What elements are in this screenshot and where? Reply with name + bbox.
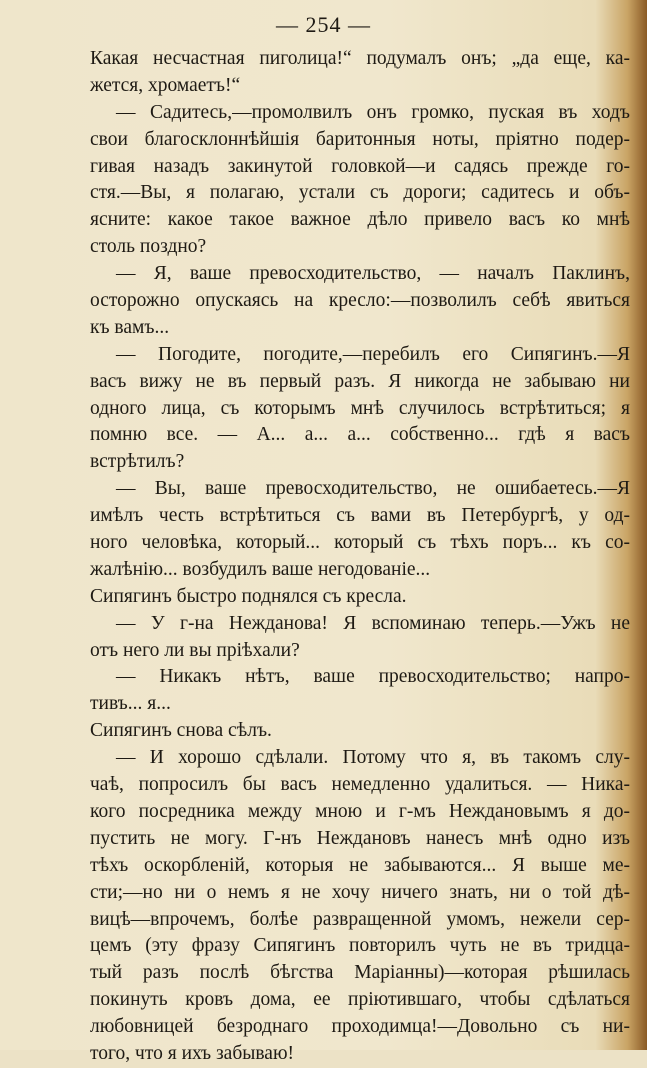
- text-line: жалѣнію... возбудилъ ваше негодованіе...: [90, 558, 431, 580]
- text-line: — Никакъ нѣтъ, ваше превосходительство; напро-: [116, 666, 630, 688]
- text-line: покинуть кровъ дома, ее пріютившаго, чтобы сдѣлаться: [90, 989, 630, 1011]
- text-line: тѣхъ оскорбленій, которыя не забываются... Я выше ме-: [90, 854, 630, 876]
- text-line: вицѣ—впрочемъ, болѣе развращенной умомъ, нежели сер-: [90, 908, 630, 930]
- text-line: — Вы, ваше превосходительство, не ошибаетесь.—Я: [116, 478, 630, 500]
- text-line: Какая несчастная пиголица!“ подумалъ онъ; „да еще, ка-: [90, 48, 630, 69]
- text-line: чаѣ, попросилъ бы васъ немедленно удалиться. — Ника-: [90, 774, 630, 796]
- page-number: — 254 —: [276, 12, 371, 37]
- text-line: одного лица, съ которымъ мнѣ случилось встрѣтиться; я: [90, 397, 630, 419]
- text-line: тивъ... я...: [90, 693, 171, 715]
- text-line: къ вамъ...: [90, 316, 170, 338]
- body-text: [90, 46, 630, 1068]
- text-line: осторожно опускаясь на кресло:—позволилъ себѣ явиться: [90, 290, 630, 312]
- text-line: цемъ (эту фразу Сипягинъ повторилъ чуть не въ тридца-: [90, 935, 630, 957]
- text-line: ного человѣка, который... который съ тѣхъ поръ... къ со-: [90, 532, 630, 554]
- text-line: столь поздно?: [90, 236, 207, 258]
- text-line: — Я, ваше превосходительство, — началъ Паклинъ,: [116, 263, 630, 285]
- text-line: тый разъ послѣ бѣгства Маріанны)—которая рѣшилась: [90, 962, 630, 984]
- text-line: — И хорошо сдѣлали. Потому что я, въ такомъ слу-: [116, 747, 630, 769]
- text-line: помню все. — А... а... а... собственно... гдѣ я васъ: [90, 424, 630, 446]
- text-line: любовницей безроднаго проходимца!—Довольно съ ни-: [90, 1016, 630, 1038]
- text-line: васъ вижу не въ первый разъ. Я никогда не забываю ни: [90, 370, 630, 392]
- text-line: Сипягинъ быстро поднялся съ кресла.: [90, 585, 407, 607]
- text-line: — У г-на Нежданова! Я вспоминаю теперь.—Ужъ не: [116, 612, 630, 634]
- text-line: Сипягинъ снова сѣлъ.: [90, 720, 272, 742]
- text-line: отъ него ли вы пріѣхали?: [90, 639, 300, 661]
- text-line: того, что я ихъ забываю!: [90, 1042, 295, 1064]
- text-line: сти;—но ни о немъ я не хочу ничего знать, ни о той дѣ-: [90, 881, 630, 903]
- text-line: — Садитесь,—промолвилъ онъ громко, пуская въ ходъ: [116, 101, 630, 123]
- text-line: ясните: какое такое важное дѣло привело васъ ко мнѣ: [90, 209, 630, 231]
- text-line: — Погодите, погодите,—перебилъ его Сипягинъ.—Я: [116, 343, 630, 365]
- text-line: кого посредника между мною и г-мъ Неждановымъ я до-: [90, 800, 630, 822]
- text-line: пустить не могу. Г-нъ Неждановъ нанесъ мнѣ одно изъ: [90, 827, 630, 849]
- text-line: стя.—Вы, я полагаю, устали съ дороги; садитесь и объ-: [90, 182, 630, 204]
- text-line: жется, хромаетъ!“: [90, 74, 241, 96]
- text-line: свои благосклоннѣйшія баритонныя ноты, пріятно подер-: [90, 128, 630, 150]
- text-line: встрѣтилъ?: [90, 451, 185, 473]
- text-line: гивая назадъ закинутой головкой—и садясь прежде го-: [90, 155, 630, 177]
- text-line: имѣлъ честь встрѣтиться съ вами въ Петербургѣ, у од-: [90, 505, 630, 527]
